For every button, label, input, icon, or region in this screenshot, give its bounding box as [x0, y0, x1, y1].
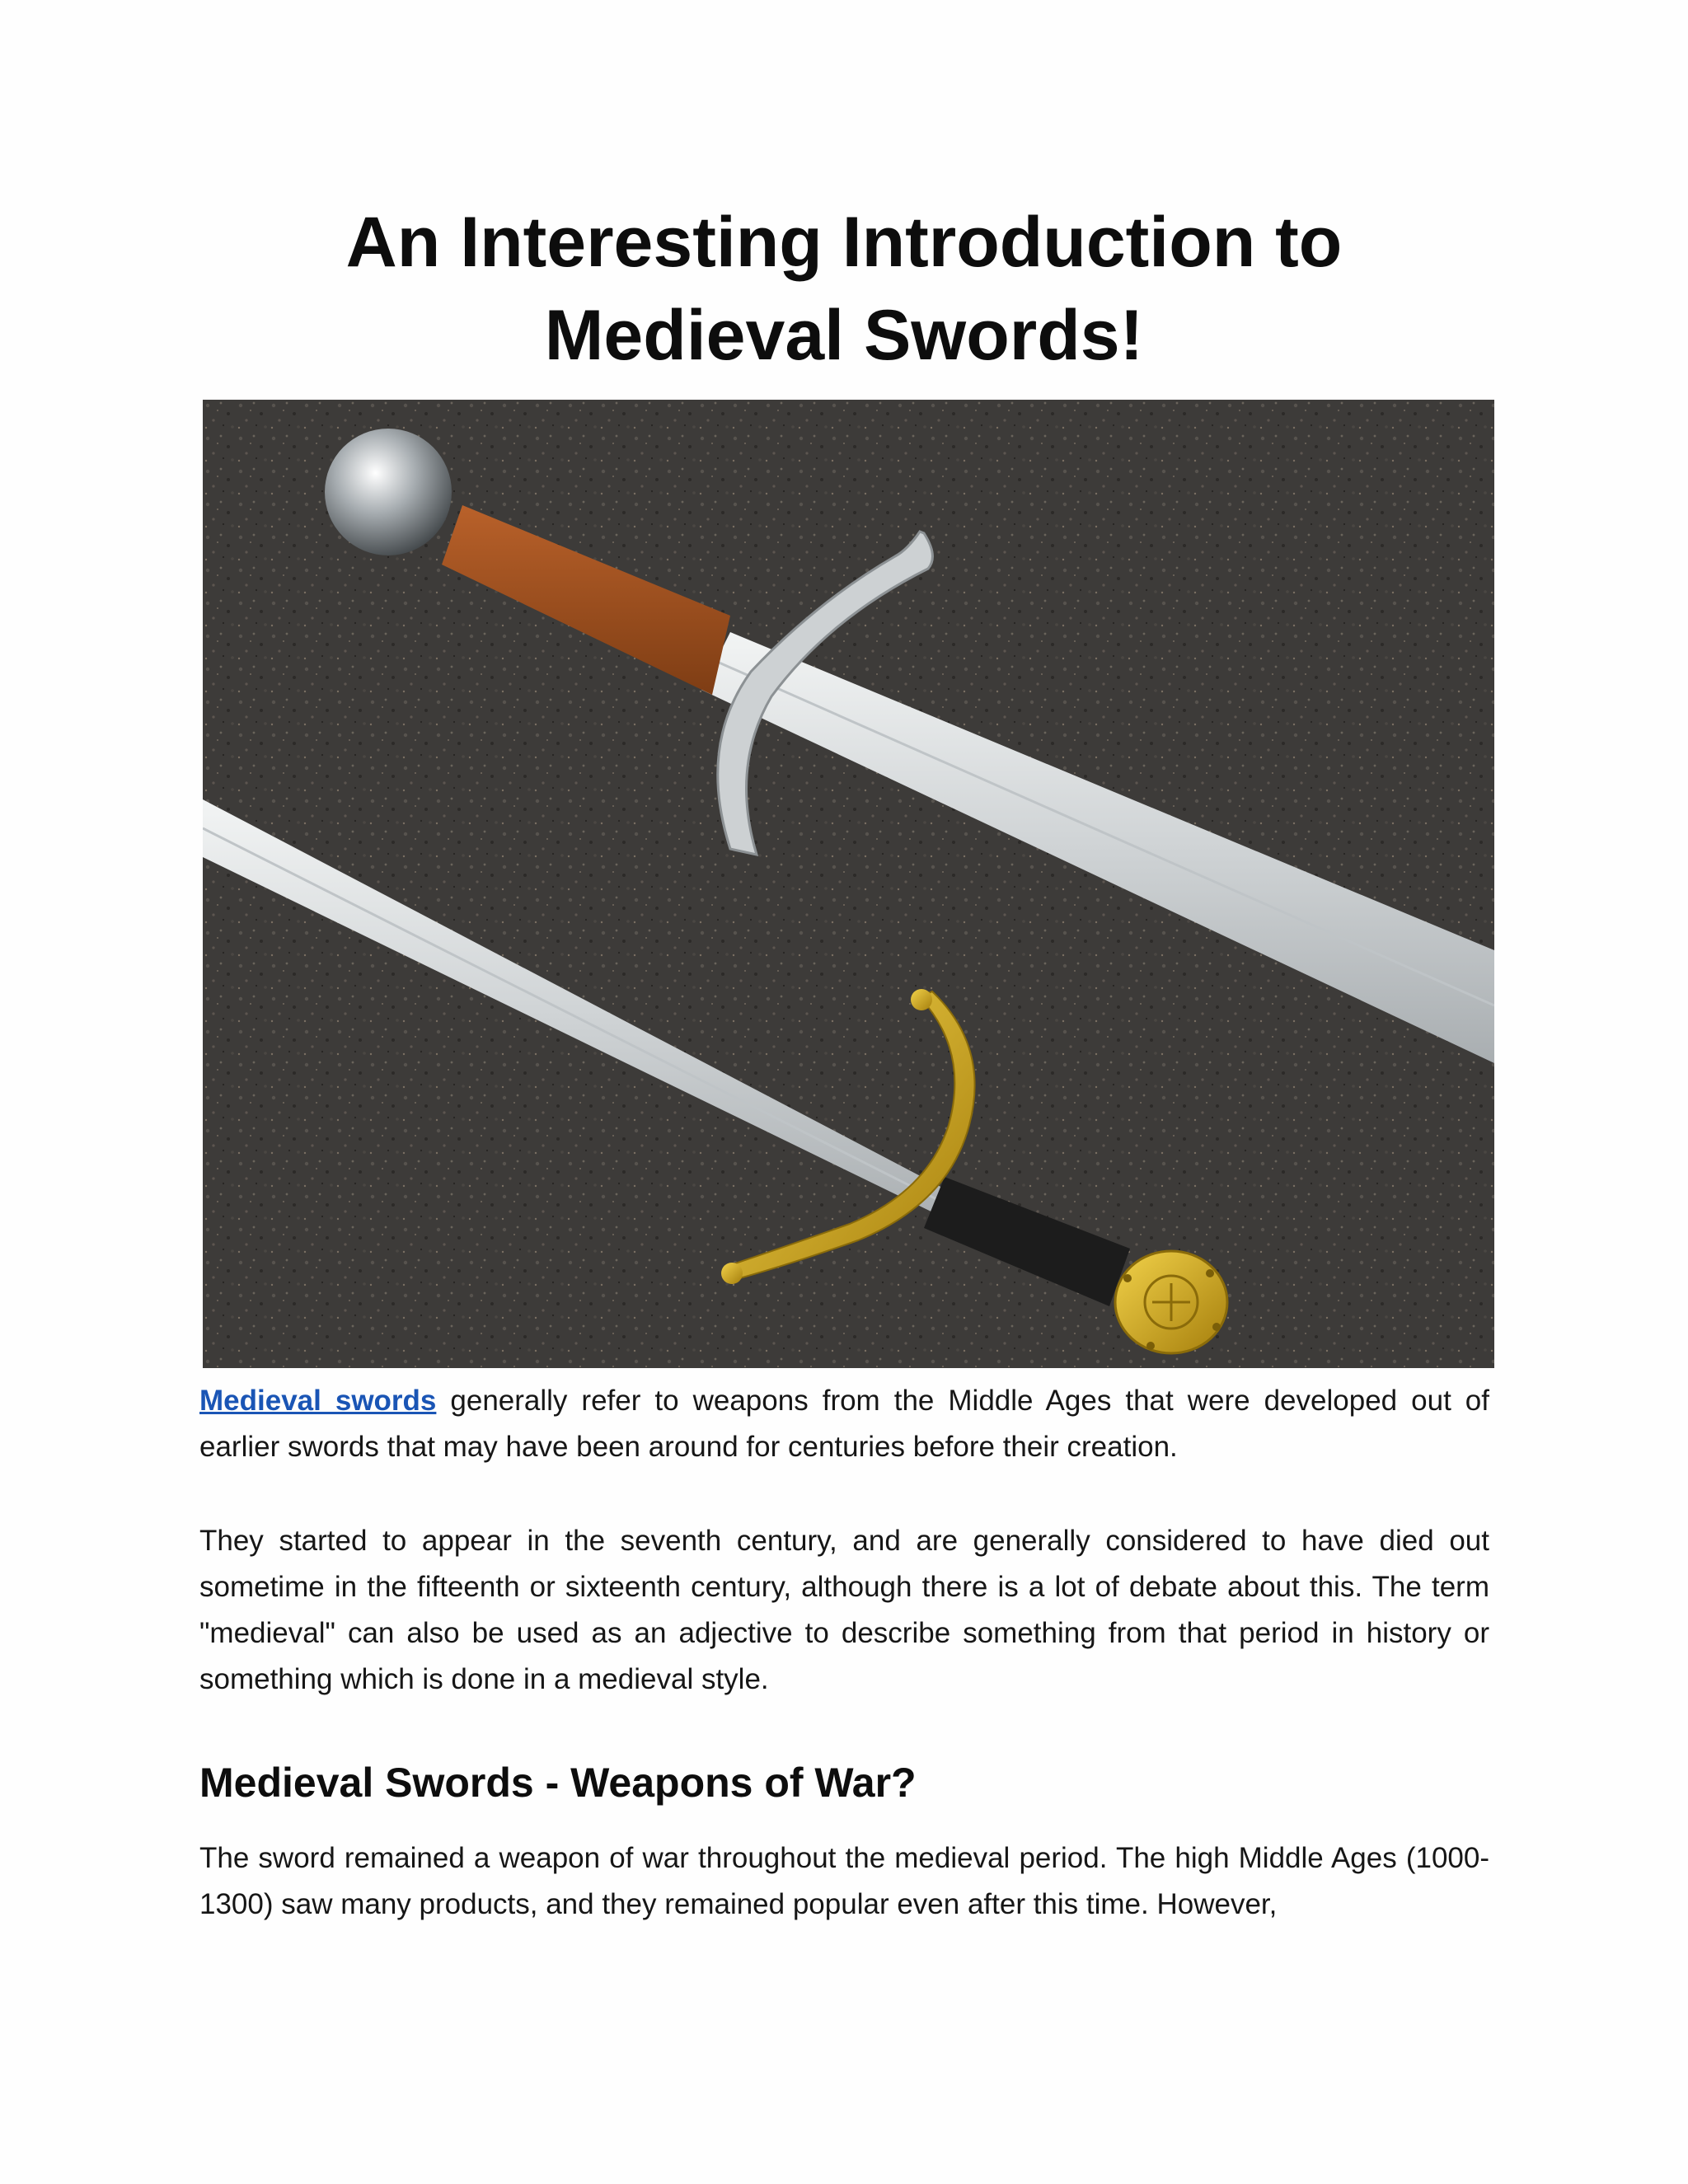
section-heading: Medieval Swords - Weapons of War? — [199, 1760, 917, 1806]
weapons-of-war-paragraph: The sword remained a weapon of war throughout the medieval period. The high Middle Ages (1000-1300) saw many products, and they remained popular even after this time. However, — [199, 1842, 1489, 1920]
intro-paragraph — [199, 1378, 1489, 1470]
title-line-1: An Interesting Introduction to — [345, 203, 1343, 282]
swords-photo — [203, 400, 1494, 1368]
history-paragraph: They started to appear in the seventh century, and are generally considered to have died out sometime in the fifteenth or sixteenth century, although there is a lot of debate about this. The term "medieval" can also be used as an adjective to describe something from that period in history or something which is done in a medieval style. — [199, 1525, 1489, 1695]
title-line-2: Medieval Swords! — [544, 296, 1144, 375]
upper-sword-pommel — [325, 429, 452, 555]
medieval-swords-link[interactable]: Medieval swords — [199, 1385, 437, 1417]
page-title — [247, 196, 1441, 382]
intro-paragraph-text: generally refer to weapons from the Middle Ages that were developed out of earlier swords that may have been around for centuries before their creation. — [199, 1385, 1489, 1463]
